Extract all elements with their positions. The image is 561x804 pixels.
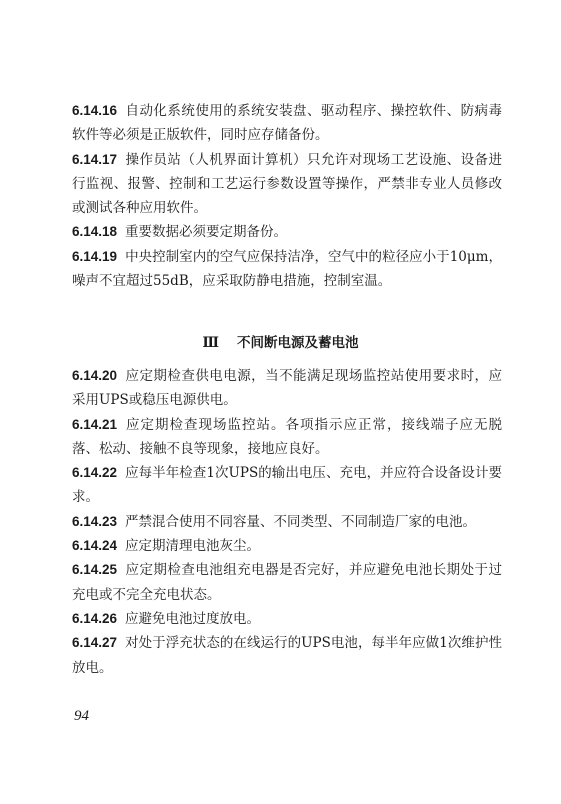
clause-number: 6.14.27: [72, 635, 118, 651]
clause-number: 6.14.24: [72, 538, 118, 554]
clause: [72, 245, 502, 294]
clause-text: 应定期检查现场监控站。各项指示应正常，接线端子应无脱落、松动、接触不良等现象，接地应良好。: [72, 416, 502, 457]
clause: [72, 220, 502, 244]
clause: [72, 607, 502, 631]
clause-number: 6.14.23: [72, 513, 118, 529]
clause-number: 6.14.21: [72, 416, 118, 432]
clause-number: 6.14.17: [72, 151, 118, 167]
clause-text: 应定期检查供电电源，当不能满足现场监控站使用要求时，应采用UPS或稳压电源供电。: [72, 368, 502, 409]
clause-text: 中央控制室内的空气应保持洁净，空气中的粒径应小于10μm，噪声不宜超过55dB，应采取防静电措施，控制室温。: [72, 248, 502, 290]
clauses-bottom: [72, 364, 502, 680]
clause-text: 应每半年检查1次UPS的输出电压、充电，并应符合设备设计要求。: [72, 465, 502, 506]
clause: [72, 461, 502, 510]
clause-number: 6.14.19: [72, 248, 118, 264]
page-number: 94: [74, 708, 89, 724]
section-title: 不间断电源及蓄电池: [236, 335, 359, 351]
clause-number: 6.14.18: [72, 224, 118, 240]
clause: [72, 510, 502, 534]
clause-number: 6.14.22: [72, 465, 118, 481]
clause-text: 严禁混合使用不同容量、不同类型、不同制造厂家的电池。: [125, 513, 477, 530]
clause-number: 6.14.16: [72, 103, 118, 118]
clause-number: 6.14.20: [72, 368, 118, 383]
clause-text: 应避免电池过度放电。: [125, 610, 261, 627]
clauses-top: [72, 99, 502, 293]
clause: [72, 148, 502, 221]
clause: [72, 364, 502, 413]
clause-number: 6.14.25: [72, 562, 118, 578]
section-roman-numeral: Ⅲ: [202, 335, 219, 351]
clause: [72, 413, 502, 462]
clause: [72, 534, 502, 558]
clause: [72, 631, 502, 680]
clause-text: 自动化系统使用的系统安装盘、驱动程序、操控软件、防病毒软件等必须是正版软件，同时应存储备份。: [72, 103, 502, 144]
clause-number: 6.14.26: [72, 610, 118, 626]
section-heading: [0, 333, 561, 353]
clause-text: 应定期清理电池灰尘。: [125, 538, 261, 555]
clause-text: 对处于浮充状态的在线运行的UPS电池，每半年应做1次维护性放电。: [72, 635, 502, 676]
clause-text: 应定期检查电池组充电器是否完好，并应避免电池长期处于过充电或不完全充电状态。: [72, 562, 502, 603]
clause-text: 重要数据必须要定期备份。: [125, 224, 288, 241]
clause: [72, 558, 502, 607]
clause-text: 操作员站（人机界面计算机）只允许对现场工艺设施、设备进行监视、报警、控制和工艺运行参数设置等操作，严禁非专业人员修改或测试各种应用软件。: [72, 151, 502, 217]
clause: [72, 99, 502, 148]
